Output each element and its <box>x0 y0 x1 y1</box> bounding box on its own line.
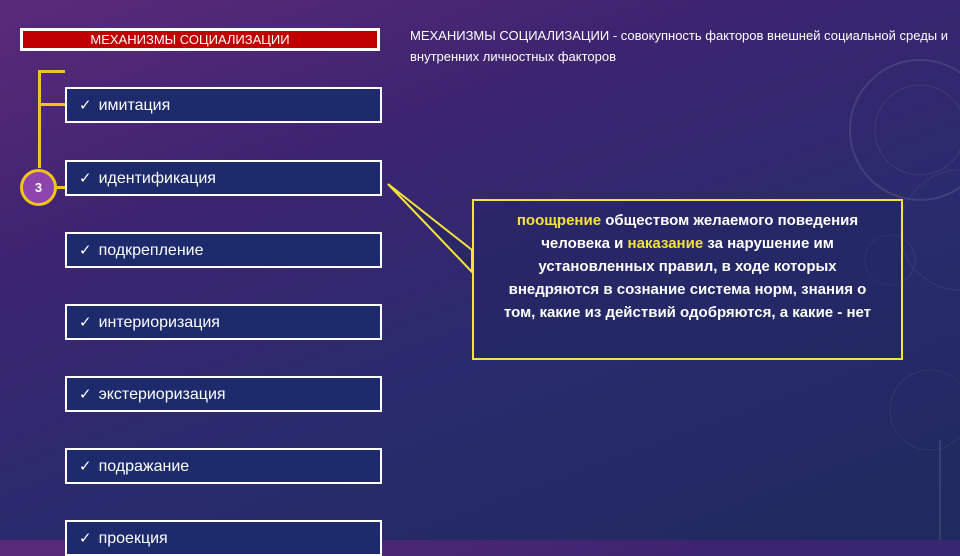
callout-highlight: поощрение <box>516 212 602 229</box>
item-label: экстериоризация <box>98 386 226 403</box>
list-item <box>65 304 382 340</box>
check-icon: ✓ <box>79 386 92 403</box>
list-item <box>65 232 382 268</box>
list-item <box>65 520 382 556</box>
item-label: подражание <box>98 458 190 475</box>
connector-top <box>38 70 65 73</box>
item-label: подкрепление <box>98 242 204 259</box>
check-icon: ✓ <box>79 97 92 114</box>
callout-text: за нарушение им установленных правил, в ходе которых внедряются в сознание система норм, знания о том, какие из действий одобряются, а какие - нет <box>503 235 872 321</box>
check-icon: ✓ <box>79 458 92 475</box>
item-label: интериоризация <box>98 314 220 331</box>
definition-term: МЕХАНИЗМЫ СОЦИАЛИЗАЦИИ <box>410 28 610 43</box>
item-label: идентификация <box>98 170 216 187</box>
list-item <box>65 87 382 123</box>
item-label: проекция <box>98 530 168 547</box>
connector-item1 <box>38 103 65 106</box>
callout-highlight: наказание <box>627 235 704 252</box>
item-label: имитация <box>98 97 171 114</box>
list-item <box>65 448 382 484</box>
check-icon: ✓ <box>79 242 92 259</box>
callout-text: обществом желаемого поведения человека и <box>541 212 859 252</box>
definition-text <box>410 25 950 67</box>
step-number-badge: 3 <box>20 169 57 206</box>
definition-body: - совокупность факторов внешней социальной среды и внутренних личностных факторов <box>410 28 948 64</box>
list-item <box>65 160 382 196</box>
check-icon: ✓ <box>79 530 92 547</box>
check-icon: ✓ <box>79 170 92 187</box>
callout-box <box>472 199 903 360</box>
connector-vertical <box>38 70 41 168</box>
section-title: МЕХАНИЗМЫ СОЦИАЛИЗАЦИИ <box>20 28 380 51</box>
list-item <box>65 376 382 412</box>
connector-badge <box>57 186 65 189</box>
check-icon: ✓ <box>79 314 92 331</box>
